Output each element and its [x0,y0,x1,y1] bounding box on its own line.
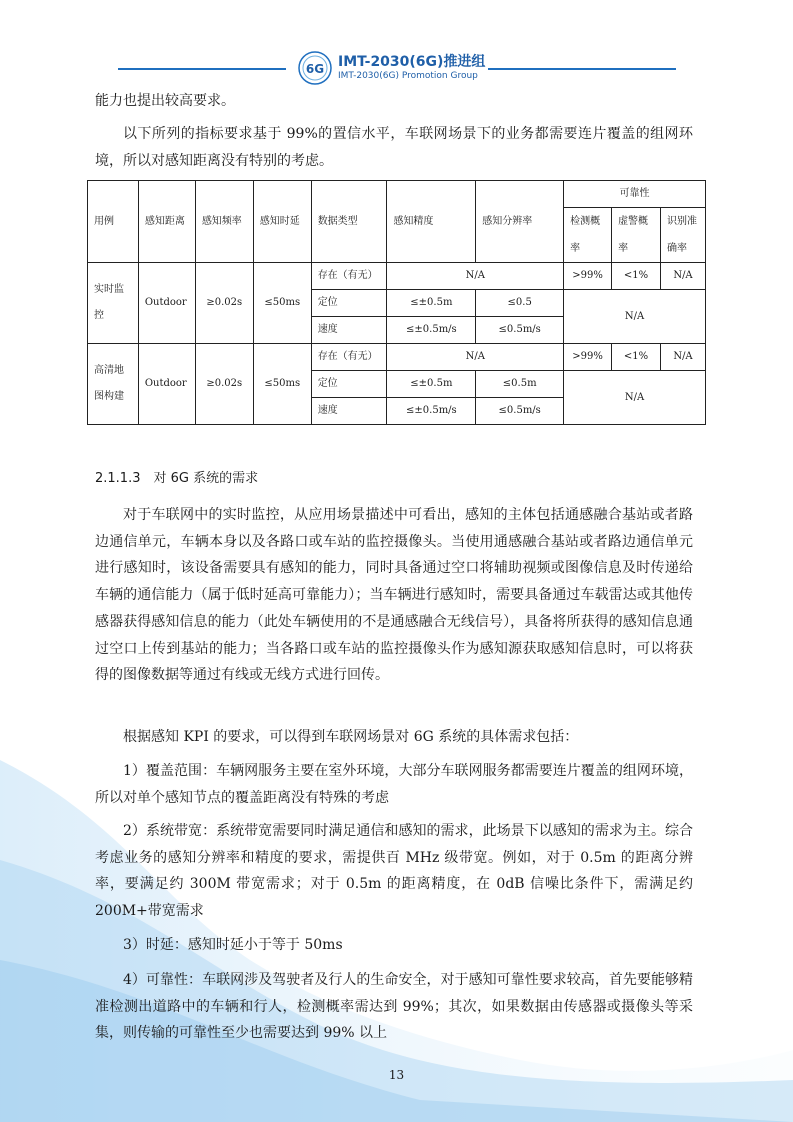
table-row [88,344,706,371]
cell-data-type: 存在（有无） [311,344,387,371]
logo-text: 6G [305,62,325,76]
header-latency: 感知时延 [253,181,311,263]
cell-reliability: N/A [564,371,706,425]
paragraph-requirements-intro: 根据感知 KPI 的要求，可以得到车联网场景对 6G 系统的具体需求包括： [123,729,579,745]
cell-latency: ≤50ms [253,263,311,344]
header-reliability: 可靠性 [564,181,706,208]
header-rule-right [488,68,676,70]
cell-data-type: 定位 [311,290,387,317]
cell-false-alarm: <1% [612,344,661,371]
cell-data-type: 速度 [311,317,387,344]
paragraph-latency: 3）时延：感知时延小于等于 50ms [123,937,343,953]
cell-frequency: ≥0.02s [195,344,253,425]
cell-data-type: 定位 [311,371,387,398]
cell-frequency: ≥0.02s [195,263,253,344]
cell-accuracy: ≤±0.5m/s [387,398,476,425]
header-false-alarm: 虚警概率 [612,208,661,263]
cell-resolution: ≤0.5m/s [476,398,564,425]
cell-accuracy: ≤±0.5m/s [387,317,476,344]
cell-reliability: N/A [564,290,706,344]
paragraph-intro-tail: 能力也提出较高要求。 [95,93,235,109]
header-use-case: 用例 [88,181,139,263]
section-heading: 2.1.1.3 对 6G 系统的需求 [95,471,259,486]
cell-identify: N/A [660,263,705,290]
cell-data-type: 速度 [311,398,387,425]
cell-data-type: 存在（有无） [311,263,387,290]
cell-identify: N/A [660,344,705,371]
header-frequency: 感知频率 [195,181,253,263]
cell-accuracy: ≤±0.5m [387,371,476,398]
cell-distance: Outdoor [138,263,195,344]
header-identify: 识别准确率 [660,208,705,263]
cell-latency: ≤50ms [253,344,311,425]
cell-resolution: ≤0.5m/s [476,317,564,344]
cell-detect: >99% [564,263,612,290]
kpi-table [87,180,706,425]
cell-accuracy: ≤±0.5m [387,290,476,317]
table-row [88,263,706,290]
page-header [0,48,793,88]
header-subtitle: IMT-2030(6G) Promotion Group [338,71,478,81]
header-accuracy: 感知精度 [387,181,476,263]
paragraph-bandwidth: 2）系统带宽：系统带宽需要同时满足通信和感知的需求，此场景下以感知的需求为主。综合考虑业务的感知分辨率和精度的要求，需提供百 MHz 级带宽。例如，对于 0.5m 的距离分辨率，要满足约 300M 带宽需求；对于 0.5m 的距离精度，在 0dB 信噪比条件下，需满足约 200M+带宽需求 [95,823,693,920]
header-data-type: 数据类型 [311,181,387,263]
cell-resolution: ≤0.5m [476,371,564,398]
paragraph-reliability: 4）可靠性：车联网涉及驾驶者及行人的生命安全，对于感知可靠性要求较高，首先要能够精准检测出道路中的车辆和行人，检测概率需达到 99%；其次，如果数据由传感器或摄像头等采集，则传输的可靠性至少也需要达到 99% 以上 [95,972,693,1042]
cell-merged: N/A [387,263,564,290]
header-title: IMT-2030(6G)推进组 [338,54,486,70]
paragraph-coverage: 1）覆盖范围：车辆网服务主要在室外环境，大部分车联网服务都需要连片覆盖的组网环境，所以对单个感知节点的覆盖距离没有特殊的考虑 [95,763,693,806]
cell-detect: >99% [564,344,612,371]
cell-use-case: 高清地图构建 [88,344,139,425]
header-resolution: 感知分辨率 [476,181,564,263]
paragraph-realtime-monitoring: 对于车联网中的实时监控，从应用场景描述中可看出，感知的主体包括通感融合基站或者路边通信单元，车辆本身以及各路口或车站的监控摄像头。当使用通感融合基站或者路边通信单元进行感知时，该设备需要具有感知的能力，同时具备通过空口将辅助视频或图像信息及时传递给车辆的通信能力（属于低时延高可靠能力）；当车辆进行感知时，需要具备通过车载雷达或其他传感器获得感知信息的能力（此处车辆使用的不是通感融合无线信号），具备将所获得的感知信息通过空口上传到基站的能力；当各路口或车站的监控摄像头作为感知源获取感知信息时，可以将获得的图像数据等通过有线或无线方式进行回传。 [95,507,693,684]
header-detect-prob: 检测概率 [564,208,612,263]
imt2030-logo-icon [297,50,333,86]
paragraph-kpi-note: 以下所列的指标要求基于 99%的置信水平，车联网场景下的业务都需要连片覆盖的组网环境，所以对感知距离没有特别的考虑。 [95,126,693,169]
cell-resolution: ≤0.5 [476,290,564,317]
cell-merged: N/A [387,344,564,371]
cell-distance: Outdoor [138,344,195,425]
page-number: 13 [388,1068,405,1082]
header-rule-left [118,68,286,70]
cell-use-case: 实时监控 [88,263,139,344]
cell-false-alarm: <1% [612,263,661,290]
header-distance: 感知距离 [138,181,195,263]
